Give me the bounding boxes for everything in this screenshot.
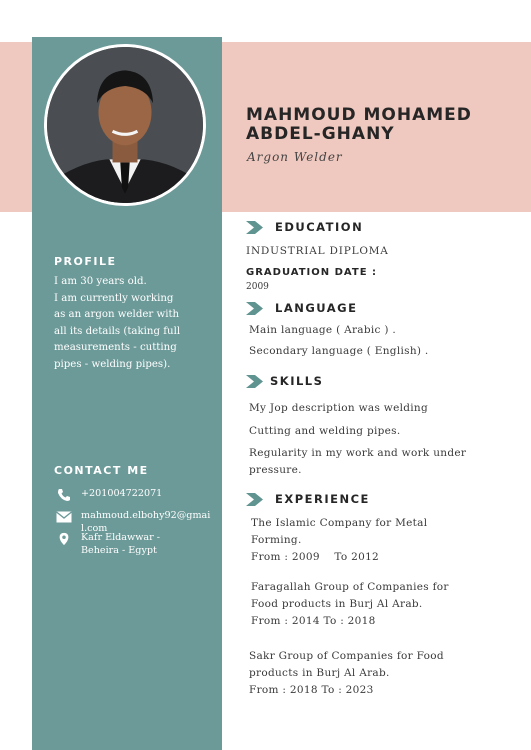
address: Kafr Eldawwar - Beheira - Egypt	[81, 532, 161, 556]
profile-photo	[44, 44, 206, 206]
name-line-2: ABDEL-GHANY	[246, 124, 395, 144]
profile-line: as an argon welder with	[54, 309, 180, 320]
profile-heading: PROFILE	[54, 255, 117, 268]
chevron-arrow-icon	[246, 302, 263, 315]
experience-item	[251, 515, 427, 566]
profile-line: pipes - welding pipes).	[54, 358, 171, 370]
chevron-arrow-icon	[246, 493, 263, 506]
chevron-arrow-icon	[246, 375, 263, 388]
experience-dates: From : 2014 To : 2018	[251, 615, 376, 627]
experience-item	[251, 579, 449, 630]
name-line-1: MAHMOUD MOHAMED	[246, 105, 472, 125]
skill-item: Regularity in my work and work under	[249, 447, 467, 459]
education-degree: INDUSTRIAL DIPLOMA	[246, 245, 389, 257]
graduation-label: GRADUATION DATE :	[246, 267, 378, 278]
candidate-name	[246, 106, 516, 144]
profile-line: I am 30 years old.	[54, 276, 147, 287]
profile-text	[54, 274, 204, 373]
profile-line: measurements - cutting	[54, 342, 177, 353]
profile-line: I am currently working	[54, 292, 174, 304]
language-item: Secondary language ( English) .	[249, 345, 429, 357]
phone-number[interactable]: +201004722071	[81, 488, 163, 499]
profile-line: all its details (taking full	[54, 325, 181, 337]
graduation-year: 2009	[246, 282, 269, 292]
section-title: EXPERIENCE	[275, 492, 370, 506]
experience-line: products in Burj Al Arab.	[249, 667, 390, 679]
skills-heading	[246, 374, 323, 388]
language-item: Main language ( Arabic ) .	[249, 324, 397, 336]
envelope-icon	[56, 510, 72, 524]
skill-item: My Jop description was welding	[249, 402, 429, 414]
experience-item	[249, 648, 444, 699]
skill-item: Cutting and welding pipes.	[249, 425, 401, 437]
experience-line: The Islamic Company for Metal	[251, 517, 428, 529]
experience-heading	[246, 492, 370, 506]
section-title: SKILLS	[270, 374, 324, 388]
education-heading	[246, 220, 363, 234]
experience-line: Food products in Burj Al Arab.	[251, 598, 423, 610]
language-heading	[246, 301, 357, 315]
contact-heading: CONTACT ME	[54, 464, 149, 477]
skill-item: pressure.	[249, 464, 302, 476]
job-title: Argon Welder	[247, 150, 343, 164]
experience-dates: From : 2018 To : 2023	[249, 684, 374, 696]
phone-icon	[56, 488, 72, 502]
chevron-arrow-icon	[246, 221, 263, 234]
contact-phone	[56, 488, 216, 502]
experience-line: Sakr Group of Companies for Food	[249, 650, 444, 662]
location-pin-icon	[56, 532, 72, 546]
email-address[interactable]: mahmoud.elbohy92@gmail.com	[81, 510, 211, 534]
section-title: LANGUAGE	[275, 301, 358, 315]
contact-address	[56, 532, 191, 557]
experience-line: Forming.	[251, 534, 302, 546]
experience-line: Faragallah Group of Companies for	[251, 581, 449, 593]
experience-dates: From : 2009 To 2012	[251, 551, 380, 563]
section-title: EDUCATION	[275, 220, 364, 234]
